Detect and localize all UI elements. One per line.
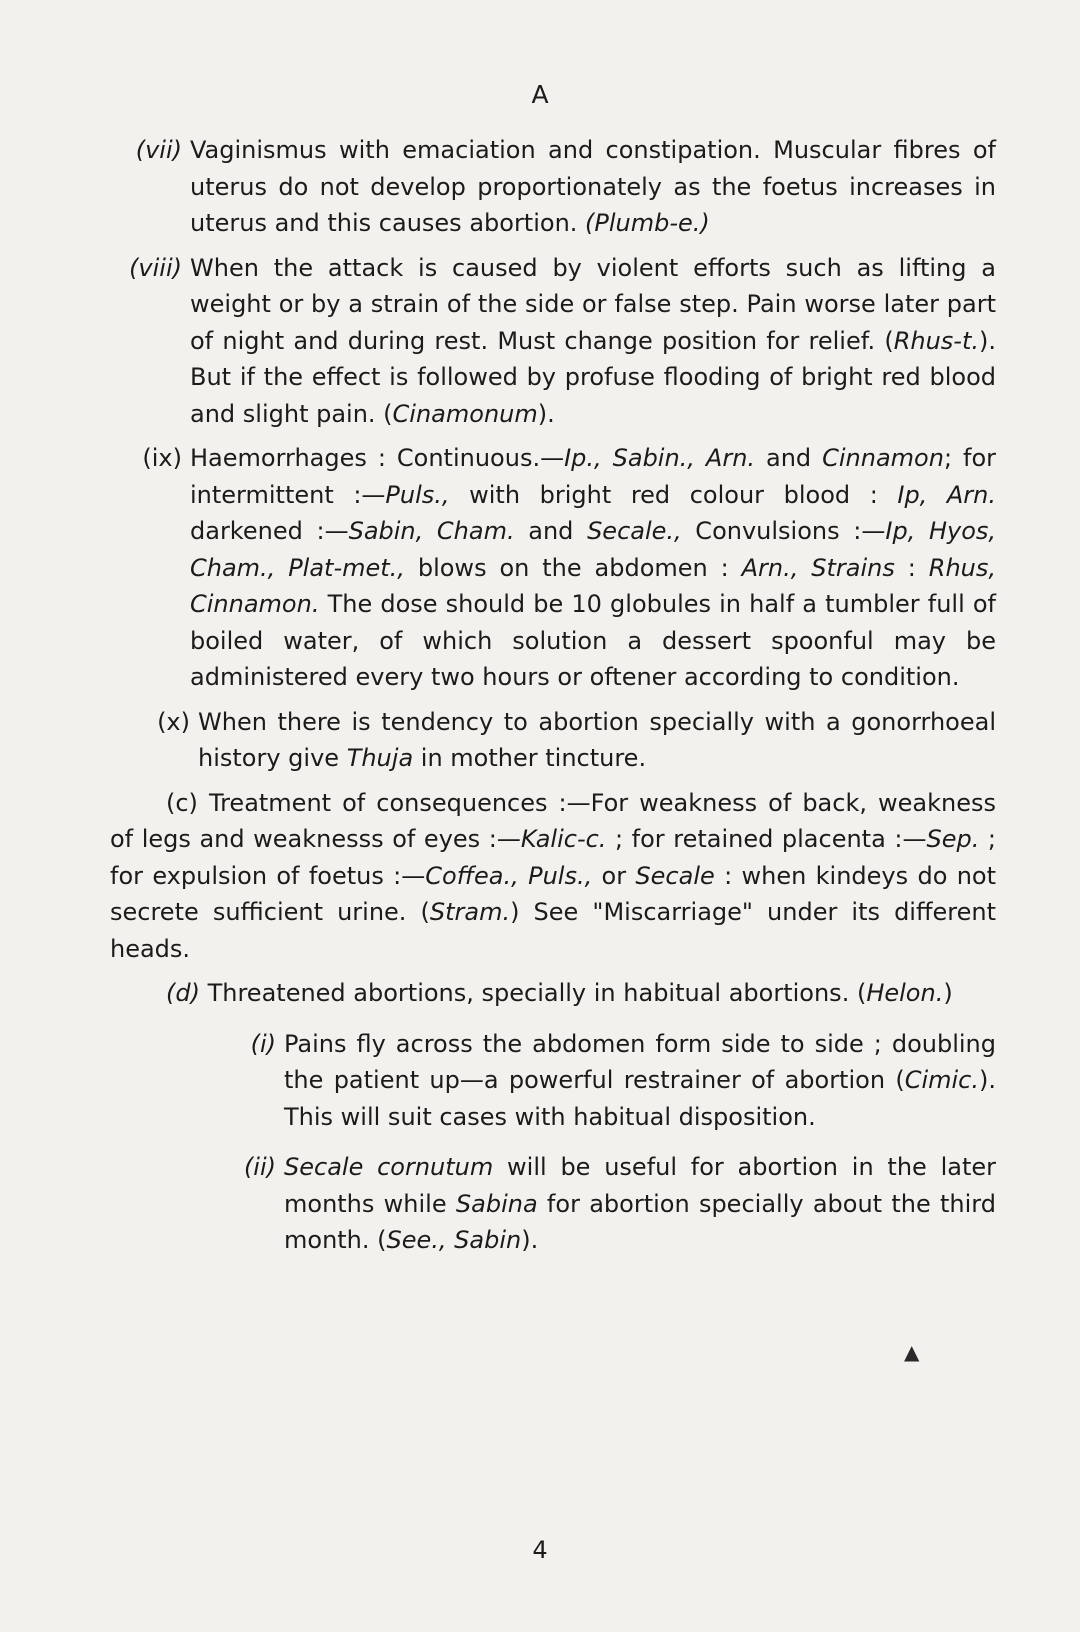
consequences-paragraph: (c) Treatment of consequences :—For weakness of back, weakness of legs and weaknesss of eyes :—Kalic-c. ; for retained placenta :—Sep. ; for expulsion of foetus :—Coffea., Puls., or Secale : when kindeys do not secrete sufficient urine. (Stram.) See "Miscarriage" under its different heads.: [110, 788, 997, 963]
entry-text: When there is tendency to abortion specially with a gonorrhoeal history give Thuja in mother tincture.: [198, 707, 996, 772]
entry-x: [110, 704, 996, 777]
entry-ix: [110, 440, 996, 696]
threatened-abortions-paragraph: (d) Threatened abortions, specially in habitual abortions. (Helon.): [166, 979, 953, 1007]
entry-viii: [110, 250, 996, 433]
sub-entry-i: [110, 1026, 996, 1136]
entry-number: (ii): [243, 1153, 276, 1181]
entry-text: Vaginismus with emaciation and constipation. Muscular fibres of uterus do not develop proportionately as the foetus increases in uterus and this causes abortion. (Plumb-e.): [190, 136, 996, 237]
pencil-mark-icon: ▲: [904, 1340, 920, 1364]
entry-number: (ix): [142, 444, 182, 472]
entry-text: Pains fly across the abdomen form side to side ; doubling the patient up—a powerful restrainer of abortion (Cimic.). This will suit cases with habitual disposition.: [284, 1029, 996, 1131]
entry-text: When the attack is caused by violent efforts such as lifting a weight or by a strain of the side or false step. Pain worse later part of night and during rest. Must change position for relief. (Rhus-t.). But if the effect is followed by profuse flooding of bright red blood and slight pain. (Cinamonum).: [190, 253, 996, 428]
entry-vii: [110, 132, 996, 242]
page-text: [110, 132, 996, 1263]
entry-number: (vii): [135, 136, 182, 164]
page-letter-header: A: [531, 80, 549, 109]
entry-number: (i): [250, 1029, 276, 1058]
entry-text: Haemorrhages : Continuous.—Ip., Sabin., Arn. and Cinnamon; for intermittent :—Puls., with bright red colour blood : Ip, Arn. darkened :—Sabin, Cham. and Secale., Convulsions :—Ip, Hyos, Cham., Plat-met., blows on the abdomen : Arn., Strains : Rhus, Cinnamon. The dose should be 10 globules in half a tumbler full of boiled water, of which solution a dessert spoonful may be administered every two hours or oftener according to condition.: [190, 444, 997, 691]
entry-number: (x): [157, 707, 190, 736]
entry-text: Secale cornutum will be useful for abortion in the later months while Sabina for abortion specially about the third month. (See., Sabin).: [284, 1153, 996, 1254]
entry-number: (viii): [129, 253, 182, 282]
page-number: 4: [532, 1536, 548, 1564]
sub-entry-ii: [110, 1149, 996, 1259]
